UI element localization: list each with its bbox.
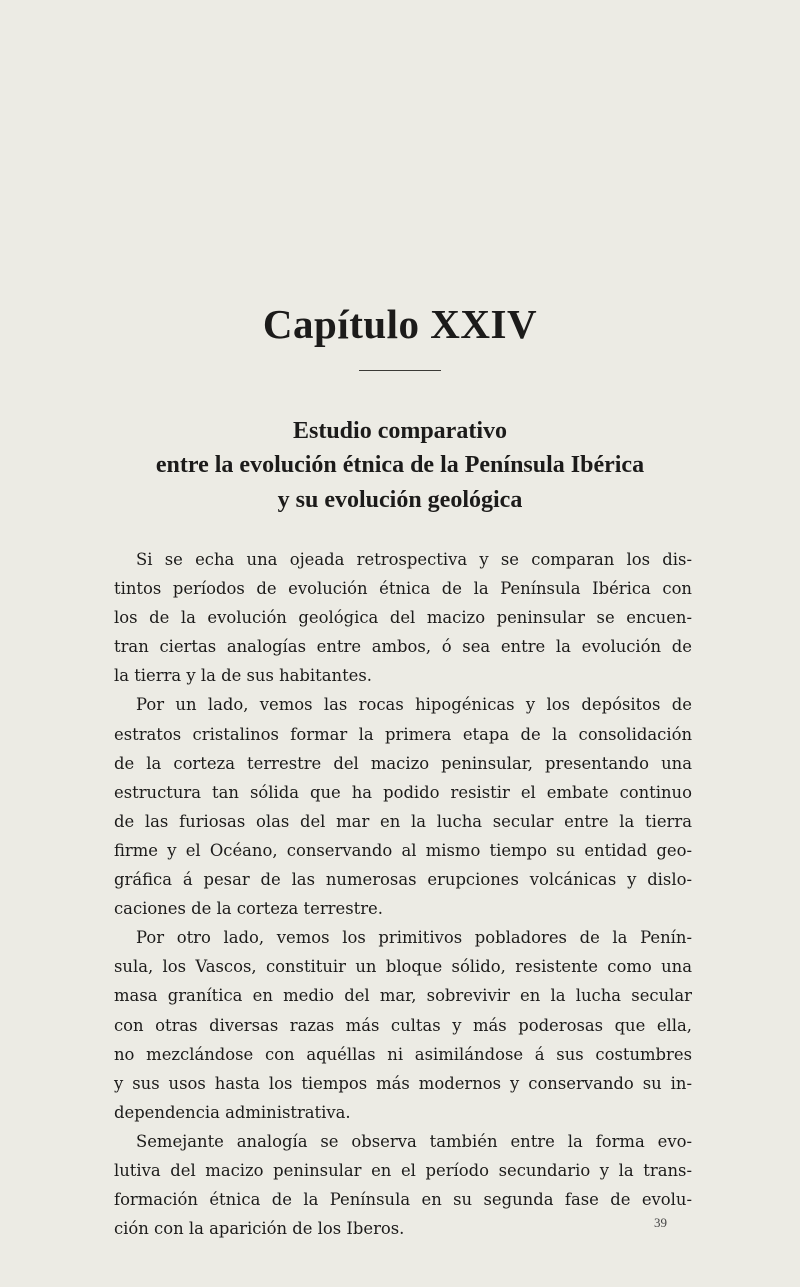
text-line: y sus usos hasta los tiempos más modernos y conservando su in- [114, 1073, 692, 1093]
body-text [114, 545, 692, 1243]
text-line: caciones de la corteza terrestre. [114, 899, 383, 919]
text-line: Por un lado, vemos las rocas hipogénicas y los depósitos de [136, 695, 692, 715]
text-line: Si se echa una ojeada retrospectiva y se comparan los dis- [136, 550, 692, 569]
paragraph [114, 545, 692, 690]
text-line: de la corteza terrestre del macizo peninsular, presentando una [114, 753, 692, 773]
chapter-title: Capítulo XXIV [262, 301, 538, 347]
text-line: Por otro lado, vemos los primitivos pobladores de la Penín- [136, 928, 692, 948]
text-line: Semejante analogía se observa también entre la forma evo- [136, 1131, 692, 1151]
subtitle-line-1: Estudio comparativo [292, 418, 507, 444]
page-number: 39 [654, 1215, 667, 1230]
text-line: estructura tan sólida que ha podido resistir el embate continuo [114, 782, 692, 802]
text-line: dependencia administrativa. [114, 1102, 351, 1122]
text-line: tran ciertas analogías entre ambos, ó sea entre la evolución de [114, 637, 692, 657]
text-line: firme y el Océano, conservando al mismo tiempo su entidad geo- [114, 840, 692, 860]
text-line: la tierra y la de sus habitantes. [114, 666, 372, 686]
text-line: de las furiosas olas del mar en la lucha secular entre la tierra [114, 811, 692, 831]
text-line: masa granítica en medio del mar, sobrevivir en la lucha secular [114, 986, 692, 1006]
text-line: estratos cristalinos formar la primera etapa de la consolidación [114, 724, 692, 744]
text-line: los de la evolución geológica del macizo peninsular se encuen- [114, 608, 692, 628]
paragraph [114, 923, 692, 1127]
text-line: lutiva del macizo peninsular en el período secundario y la trans- [114, 1160, 692, 1180]
subtitle-line-2: entre la evolución étnica de la Península Ibérica [155, 452, 645, 478]
paragraph [114, 1127, 692, 1243]
text-line: tintos períodos de evolución étnica de la Península Ibérica con [114, 579, 692, 599]
text-line: gráfica á pesar de las numerosas erupciones volcánicas y dislo- [114, 870, 692, 890]
text-line: con otras diversas razas más cultas y más poderosas que ella, [114, 1015, 692, 1035]
subtitle-line-3: y su evolución geológica [277, 487, 523, 513]
text-line: ción con la aparición de los Iberos. [114, 1219, 405, 1239]
paragraph [114, 690, 692, 923]
text-line: no mezclándose con aquéllas ni asimilándose á sus costumbres [114, 1044, 692, 1064]
text-line: sula, los Vascos, constituir un bloque sólido, resistente como una [114, 957, 692, 977]
text-line: formación étnica de la Península en su segunda fase de evolu- [114, 1190, 692, 1210]
title-divider [359, 370, 441, 371]
